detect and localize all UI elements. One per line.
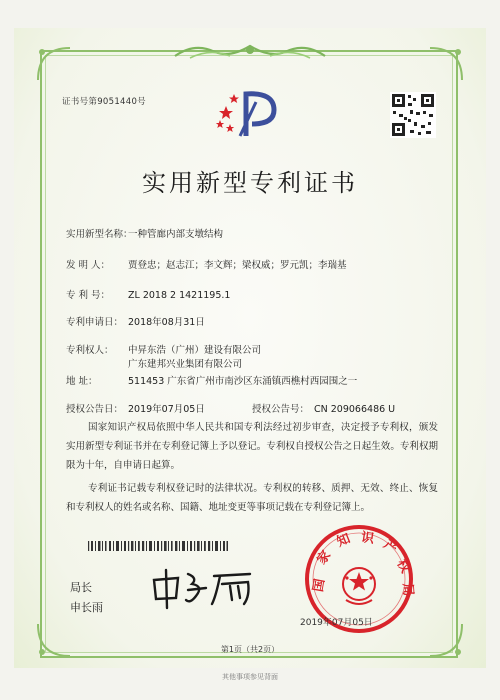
field-value: 一种管廊内部支墩结构 bbox=[128, 229, 224, 240]
corner-ornament-icon bbox=[426, 44, 466, 84]
svg-text:局: 局 bbox=[399, 582, 416, 597]
field-patent-number bbox=[66, 287, 230, 301]
field-patentee bbox=[66, 342, 261, 356]
seal-date: 2019年07月05日 bbox=[300, 618, 373, 628]
field-grant-number bbox=[252, 401, 395, 415]
field-label: 专利申请日： bbox=[66, 317, 124, 328]
field-label: 授权公告号： bbox=[252, 404, 310, 415]
svg-text:权: 权 bbox=[393, 557, 413, 576]
svg-text:识: 识 bbox=[359, 530, 375, 547]
corner-ornament-icon bbox=[34, 44, 74, 84]
field-application-date bbox=[66, 314, 205, 328]
field-value: 511453 广东省广州市南沙区东涌镇西樵村西园围之一 bbox=[128, 376, 358, 387]
barcode-icon bbox=[88, 541, 228, 551]
field-label: 地 址： bbox=[66, 376, 98, 387]
footer-note: 其他事项参见背面 bbox=[222, 673, 278, 681]
field-address bbox=[66, 373, 357, 387]
field-value: 2018年08月31日 bbox=[128, 317, 205, 328]
svg-text:产: 产 bbox=[380, 537, 400, 558]
svg-text:家: 家 bbox=[314, 548, 335, 568]
svg-text:国: 国 bbox=[311, 577, 329, 594]
certificate-number: 证书号第9051440号 bbox=[62, 97, 146, 107]
paragraph-1: 国家知识产权局依照中华人民共和国专利法经过初步审查，决定授予专利权，颁发实用新型专利证书并在专利登记簿上予以登记。专利权自授权公告之日起生效。专利权期限为十年，自申请日起算。 bbox=[66, 422, 438, 471]
field-inventors bbox=[66, 257, 347, 271]
role-head-name: 申长雨 bbox=[70, 601, 103, 614]
field-patentee-2 bbox=[66, 356, 242, 370]
certificate-title: 实用新型专利证书 bbox=[142, 169, 358, 197]
field-label: 专 利 号： bbox=[66, 290, 111, 301]
field-value: ZL 2018 2 1421195.1 bbox=[128, 290, 231, 301]
field-value: 中昇东浩（广州）建设有限公司 bbox=[128, 345, 262, 356]
field-label: 授权公告日： bbox=[66, 404, 124, 415]
field-value: 2019年07月05日 bbox=[128, 404, 205, 415]
field-utility-model-name bbox=[66, 226, 223, 240]
grant-statement bbox=[66, 418, 438, 517]
top-ornament-icon bbox=[170, 40, 330, 64]
field-grant-date bbox=[66, 401, 205, 415]
page-number: 第1页（共2页） bbox=[220, 645, 280, 654]
signatory-roles bbox=[70, 578, 103, 618]
field-value: 广东建邦兴业集团有限公司 bbox=[128, 359, 243, 370]
paragraph-2: 专利证书记载专利权登记时的法律状况。专利权的转移、质押、无效、终止、恢复和专利权人的姓名或名称、国籍、地址变更等事项记载在专利登记簿上。 bbox=[66, 483, 438, 513]
field-value: 贾登忠；赵志江；李文辉；梁权威；罗元凯；李瑞基 bbox=[128, 260, 347, 271]
field-label: 发 明 人： bbox=[66, 260, 111, 271]
field-label: 专利权人： bbox=[66, 345, 114, 356]
signature-icon bbox=[148, 566, 258, 610]
role-director: 局长 bbox=[70, 581, 92, 594]
cnipa-logo-icon bbox=[212, 86, 282, 142]
field-value: CN 209066486 U bbox=[314, 404, 396, 415]
qr-code-icon bbox=[390, 92, 436, 138]
svg-text:知: 知 bbox=[334, 531, 353, 551]
field-label: 实用新型名称： bbox=[66, 229, 133, 240]
